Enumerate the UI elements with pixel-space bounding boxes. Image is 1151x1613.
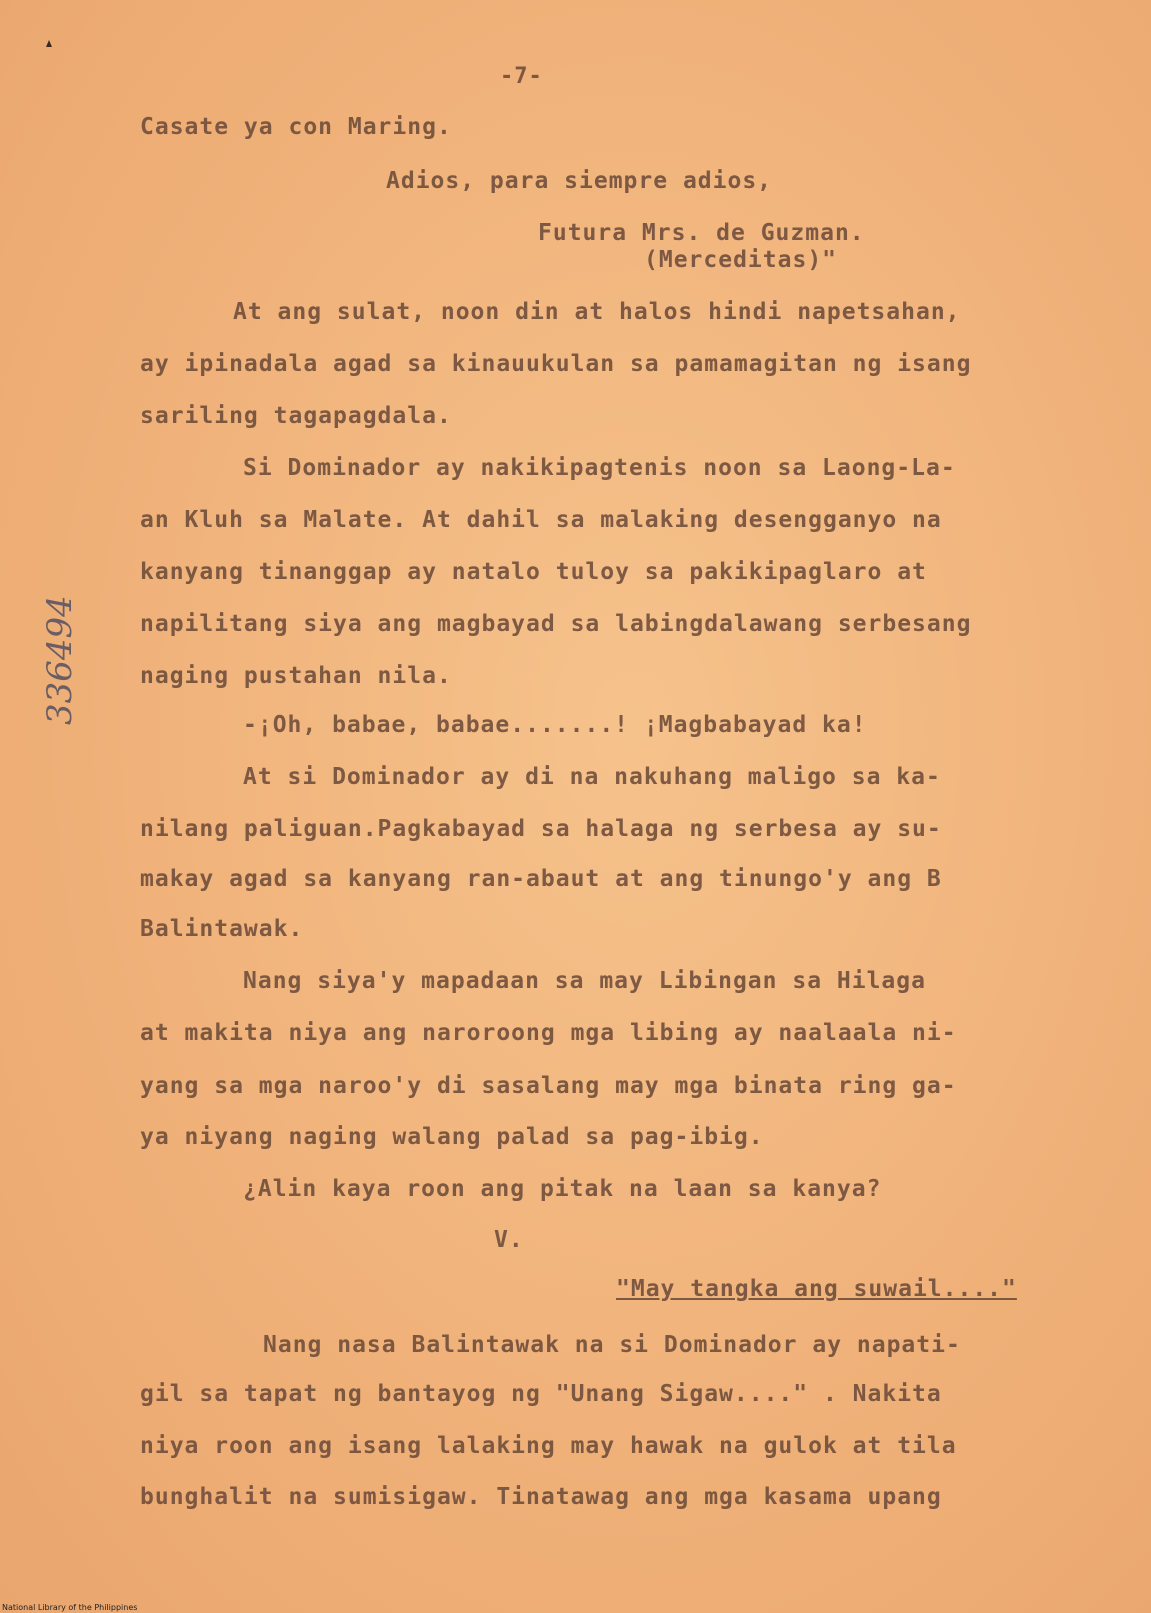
text-line: gil sa tapat ng bantayog ng "Unang Sigaw...." . Nakita	[140, 1381, 942, 1407]
text-line: sariling tagapagdala.	[140, 403, 452, 429]
text-line: At si Dominador ay di na nakuhang maligo sa ka-	[243, 764, 941, 790]
corner-mark	[46, 40, 52, 47]
text-line: at makita niya ang naroroong mga libing ay naalaala ni-	[140, 1020, 957, 1046]
footer-credit: National Library of the Philippines	[2, 1603, 138, 1612]
text-line: naging pustahan nila.	[140, 663, 452, 689]
text-line: makay agad sa kanyang ran-abaut at ang tinungo'y ang B	[140, 866, 942, 892]
text-line: At ang sulat, noon din at halos hindi napetsahan,	[233, 299, 961, 325]
text-line: nilang paliguan.Pagkabayad sa halaga ng serbesa ay su-	[140, 816, 942, 842]
text-line: Casate ya con Maring.	[140, 114, 452, 140]
text-line: Futura Mrs. de Guzman.	[538, 220, 865, 246]
section-heading: V.	[494, 1227, 524, 1253]
text-line: yang sa mga naroo'y di sasalang may mga binata ring ga-	[140, 1073, 957, 1099]
text-line: Adios, para siempre adios,	[386, 168, 773, 194]
text-line: Nang siya'y mapadaan sa may Libingan sa Hilaga	[243, 968, 926, 994]
text-line: Si Dominador ay nakikipagtenis noon sa Laong-La-	[243, 455, 956, 481]
text-line: ay ipinadala agad sa kinauukulan sa pamamagitan ng isang	[140, 351, 972, 377]
text-line: ya niyang naging walang palad sa pag-ibig.	[140, 1124, 764, 1150]
text-line: niya roon ang isang lalaking may hawak na gulok at tila	[140, 1433, 957, 1459]
section-subtitle: "May tangka ang suwail...."	[616, 1276, 1017, 1302]
text-line: kanyang tinanggap ay natalo tuloy sa pakikipaglaro at	[140, 559, 927, 585]
text-line: -¡Oh, babae, babae.......! ¡Magbabayad ka!	[243, 712, 867, 738]
page-number: -7-	[500, 64, 543, 89]
text-line: Nang nasa Balintawak na si Dominador ay napati-	[263, 1332, 961, 1358]
text-line: (Merceditas)"	[644, 247, 838, 273]
text-line: bunghalit na sumisigaw. Tinatawag ang mga kasama upang	[140, 1484, 942, 1510]
text-line: Balintawak.	[140, 916, 304, 942]
handwritten-accession-number: 336494	[40, 595, 80, 725]
text-line: napilitang siya ang magbayad sa labingdalawang serbesang	[140, 611, 972, 637]
text-line: ¿Alin kaya roon ang pitak na laan sa kanya?	[243, 1176, 882, 1202]
text-line: an Kluh sa Malate. At dahil sa malaking desengganyo na	[140, 507, 942, 533]
